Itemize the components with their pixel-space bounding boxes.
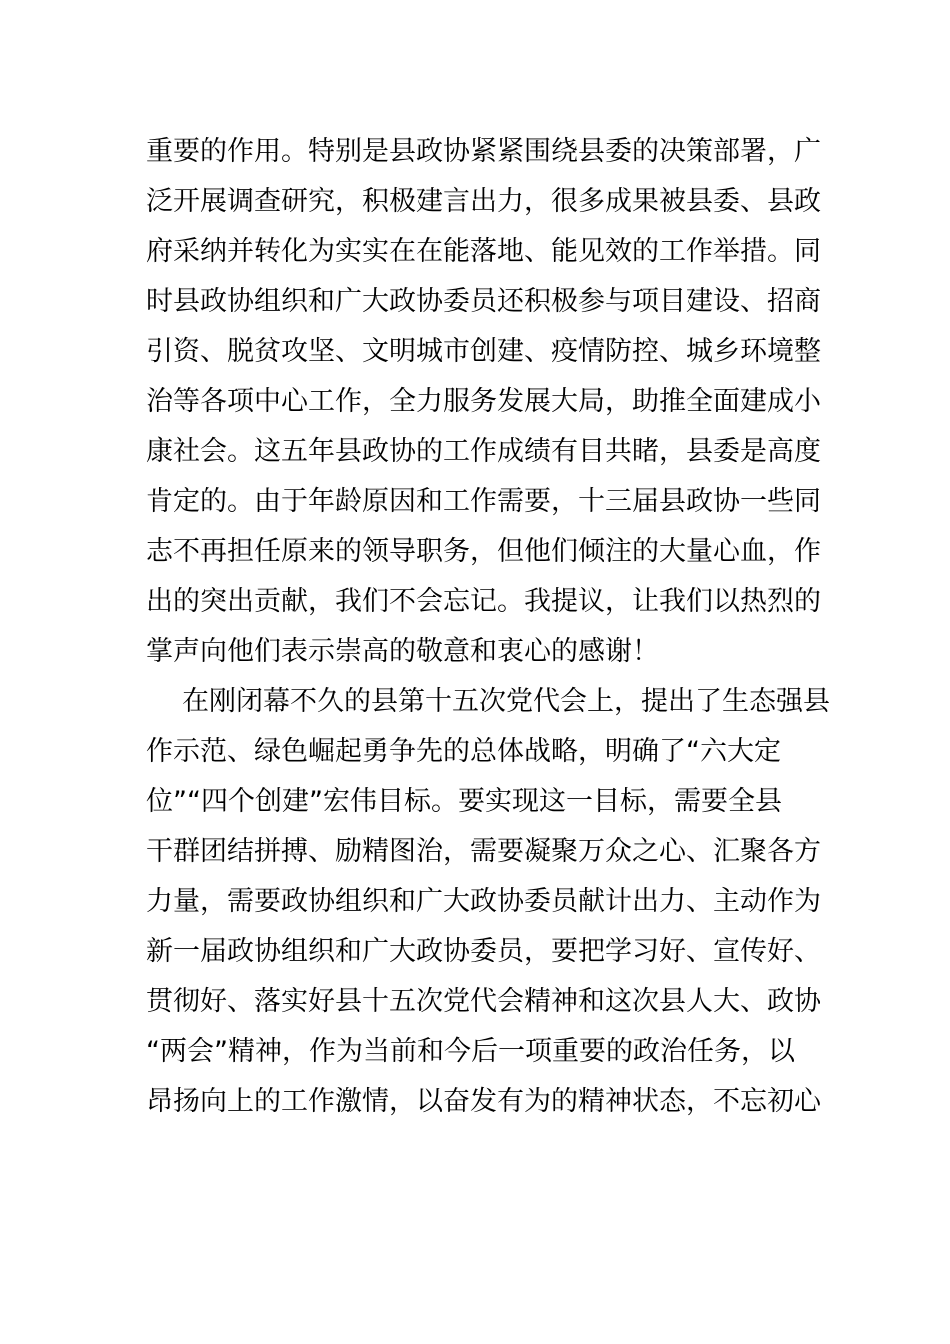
text-line: 康社会。这五年县政协的工作成绩有目共睹，县委是高度 (146, 436, 821, 467)
text-line: 位”“四个创建”宏伟目标。要实现这一目标，需要全县 (146, 786, 782, 817)
text-line: 在刚闭幕不久的县第十五次党代会上，提出了生态强县 (182, 686, 830, 717)
text-line: 时县政协组织和广大政协委员还积极参与项目建设、招商 (146, 286, 821, 317)
text-line: 出的突出贡献，我们不会忘记。我提议，让我们以热烈的 (146, 586, 821, 617)
text-line: 泛开展调查研究，积极建言出力，很多成果被县委、县政 (146, 186, 821, 217)
text-line: 重要的作用。特别是县政协紧紧围绕县委的决策部署，广 (146, 136, 821, 167)
text-line: 作示范、绿色崛起勇争先的总体战略，明确了“六大定 (146, 736, 781, 767)
text-line: 昂扬向上的工作激情，以奋发有为的精神状态，不忘初心 (146, 1086, 821, 1117)
text-line: 治等各项中心工作，全力服务发展大局，助推全面建成小 (146, 386, 821, 417)
text-line: “两会”精神，作为当前和今后一项重要的政治任务，以 (146, 1036, 795, 1067)
paragraph-1 (146, 127, 821, 677)
document-body (146, 127, 830, 1127)
text-line: 干群团结拼搏、励精图治，需要凝聚万众之心、汇聚各方 (146, 836, 821, 867)
text-line: 引资、脱贫攻坚、文明城市创建、疫情防控、城乡环境整 (146, 336, 821, 367)
text-line: 新一届政协组织和广大政协委员，要把学习好、宣传好、 (146, 936, 821, 967)
text-line: 志不再担任原来的领导职务，但他们倾注的大量心血，作 (146, 536, 821, 567)
text-line: 力量，需要政协组织和广大政协委员献计出力、主动作为 (146, 886, 821, 917)
text-line: 贯彻好、落实好县十五次党代会精神和这次县人大、政协 (146, 986, 821, 1017)
text-line: 掌声向他们表示崇高的敬意和衷心的感谢！ (146, 636, 659, 667)
paragraph-2 (146, 677, 830, 1127)
text-line: 府采纳并转化为实实在在能落地、能见效的工作举措。同 (146, 236, 821, 267)
text-line: 肯定的。由于年龄原因和工作需要，十三届县政协一些同 (146, 486, 821, 517)
